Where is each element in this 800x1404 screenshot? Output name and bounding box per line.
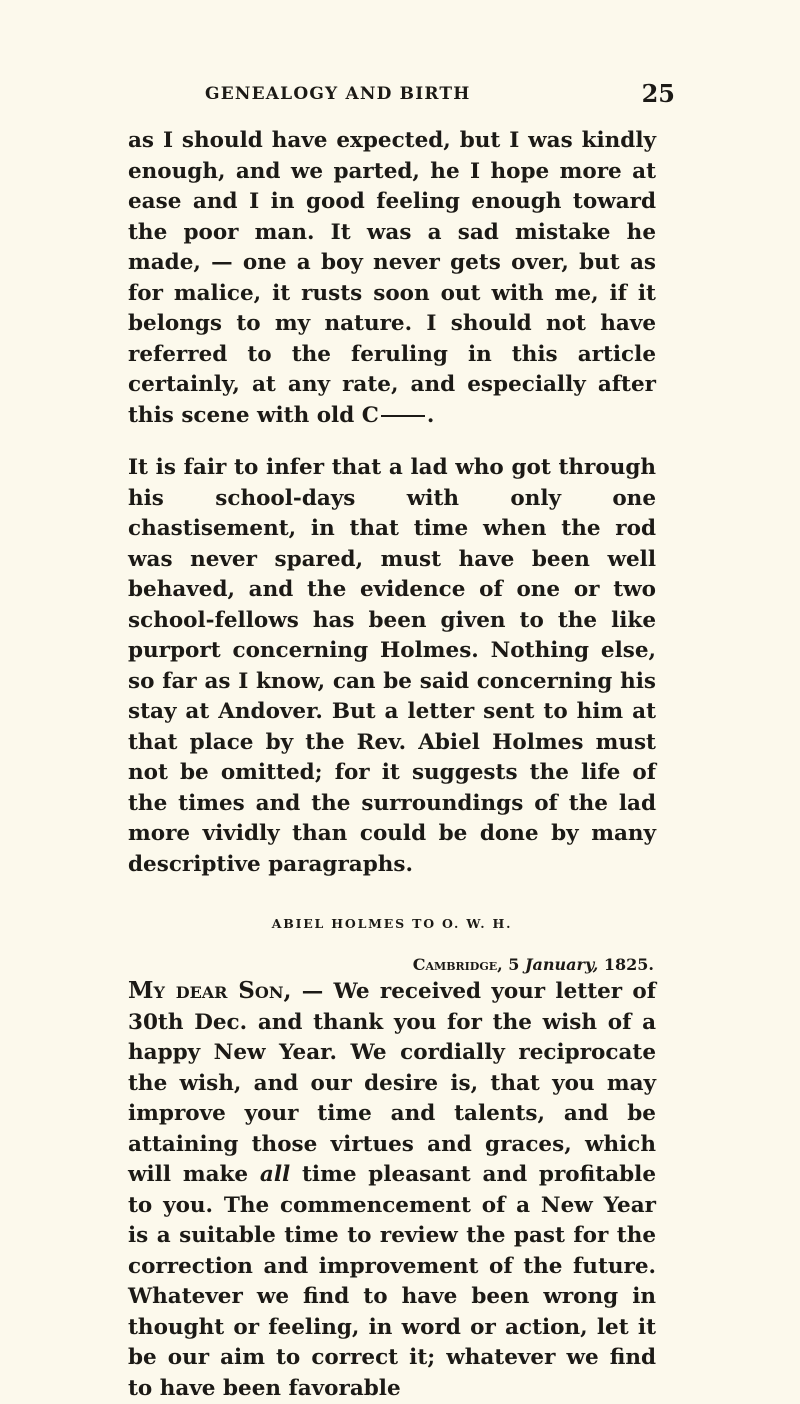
letter-place: Cambridge, [412, 955, 503, 974]
letter-date-day: 5 [508, 955, 520, 974]
letter-emphasis: all [259, 1162, 291, 1187]
letter-date-year: 1825. [603, 955, 654, 974]
running-title: GENEALOGY AND BIRTH [205, 84, 471, 104]
letter-salutation: My dear Son, [128, 977, 292, 1004]
page-number: 25 [641, 79, 675, 108]
letter-body-end: time pleasant and profitable to you. The commencement of a New Year is a suitable time to review the past for the correction and improvement of the future. Whatever we find to have been wrong in thought or feeling, in word or action, let it be our aim to correct it; whatever we find to have been favorable [128, 1162, 656, 1401]
letter-heading: ABIEL HOLMES TO O. W. H. [271, 916, 513, 931]
body-text [128, 126, 656, 1404]
paragraph-1-end: . [426, 402, 435, 428]
letter-body-start: — We received your letter of 30th Dec. and thank you for the wish of a happy New Year. We cordially reciprocate the wish, and our desire is, that you may improve your time and talents, and be attaining those virtues and graces, which will make [128, 979, 657, 1187]
letter-date-month: January, [524, 955, 599, 974]
paragraph-1 [128, 126, 656, 431]
paragraph-1-text: as I should have expected, but I was kindly enough, and we parted, he I hope more at ease and I in good feeling enough toward the poor man. It was a sad mistake he made, — one a boy never gets over, but as for malice, it rusts soon out with me, if it belongs to my nature. I should not have referred to the feruling in this article certainly, at any rate, and especially after this scene with old C [128, 128, 656, 428]
paragraph-2: It is fair to infer that a lad who got through his school-days with only one chastisement, in that time when the rod was never spared, must have been well behaved, and the evidence of one or two school-fellows has been given to the like purport concerning Holmes. Nothing else, so far as I know, can be said concerning his stay at Andover. But a letter sent to him at that place by the Rev. Abiel Holmes must not be omitted; for it suggests the life of the times and the surroundings of the lad more vividly than could be done by many descriptive paragraphs. [128, 455, 656, 877]
name-elision-dash [381, 415, 425, 417]
letter-dateline [128, 954, 656, 976]
letter-body [128, 976, 656, 1404]
